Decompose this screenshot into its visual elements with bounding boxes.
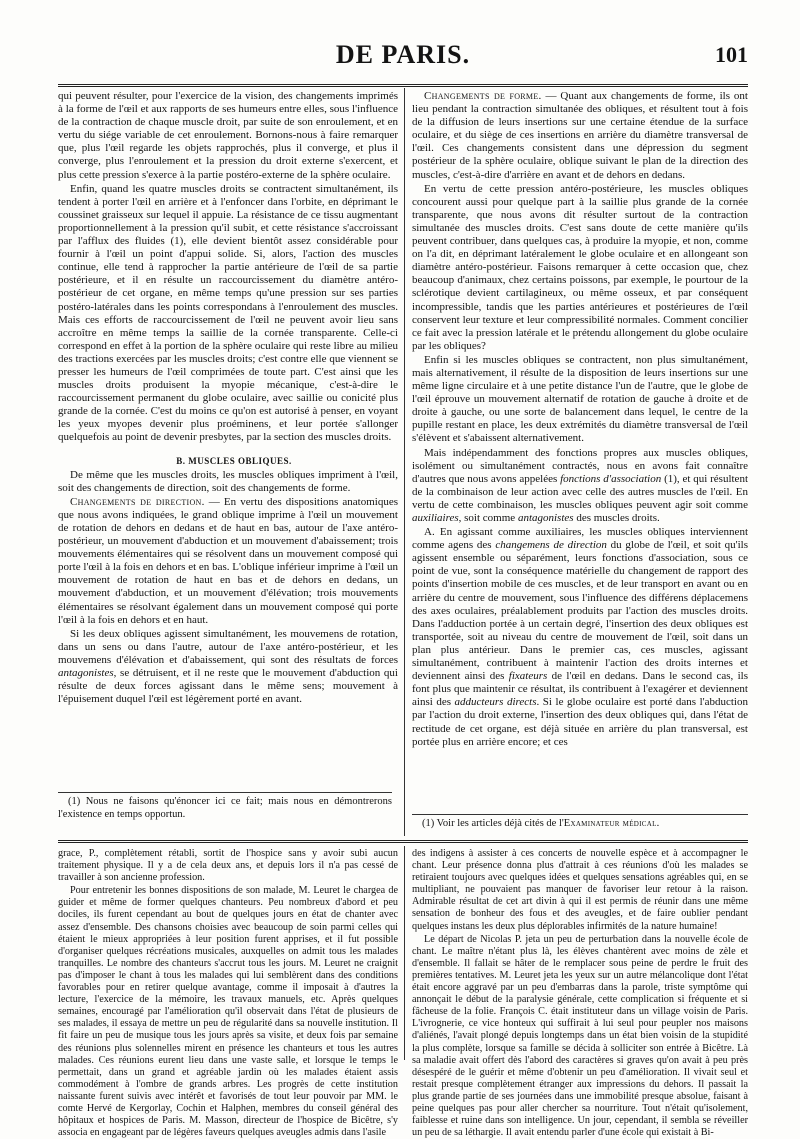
page-number: 101 bbox=[715, 42, 748, 67]
paragraph-text: , se détruisent, et il ne reste que le mouvement d'abduction qui résulte de deux forces agissant dans le même sens; mouvement à l'épuisement duquel l'œil est légèrement porté en avant. bbox=[58, 667, 398, 706]
left-column bbox=[58, 90, 398, 758]
paragraph: Le départ de Nicolas P. jeta un peu de perturbation dans la nouvelle école de chant. Le maître n'étant plus là, les élèves chantèrent avec moins de zèle et d'ensemble. Il fallait se hâter de le remplacer sous peine de perdre le fruit des premières tentatives. M. Leuret jeta les yeux sur un autre mélancolique dont l'état était encore aggravé par un peu d'embarras dans la parole, triste symptôme qui annonçait le début de la paralysie générale, cette complication si fréquente et si fâcheuse de la folie. François C. était instituteur dans un village voisin de Paris. L'ivrognerie, ce vice honteux qui suffirait à lui seul pour peupler nos maisons d'aliénés, l'avait plongé depuis longtemps dans un état bien voisin de la stupidité la plus complète, lorsque sa famille se décida à solliciter son entrée à Bicêtre. Là sa maladie avait offert dès l'abord des caractères si graves qu'on avait à peu près désespéré de le guérir et même d'obtenir un peu d'amélioration. Il vivait seul et restait presque complètement étranger aux impressions du dehors. Il passait la plus grande partie de ses journées dans une immobilité presque absolue, faisant à peine quelques pas pour aller chercher sa nourriture. Tout n'était qu'isolement, faiblesse et ruine dans son intelligence. Un jour, cependant, il sembla se réveiller un peu de sa léthargie. Il avait entendu parler d'une école qui existait à Bi- bbox=[412, 933, 748, 1139]
footnote-rule bbox=[412, 814, 748, 815]
running-title: DE PARIS. bbox=[335, 40, 471, 69]
paragraph-text: . Si le globe oculaire est porté dans l'abduction par l'action du droit externe, l'insertion des deux obliques qui, dans l'état de rectitude de cet organe, est déjà située en arrière du plan transversal, est portée plus en arrière encore; et ces bbox=[412, 696, 748, 748]
paragraph-text: de l'œil en dedans. Dans le second cas, ils font plus que maintenir ce résultat, ils contribuent à l'exagérer et deviennent ainsi des bbox=[412, 670, 748, 709]
paragraph-text: du globe de l'œil, et soit qu'ils agissent ensemble ou séparément, leurs fonctions d'association, sous ce point de vue, sont la conséquence matérielle du changement de rapport des points d'insertion mobile de ces muscles, et de leur transport en avant ou en arrière du centre de mouvement, sous l'influence des différens déplacemens des axes oculaires, préalablement produits par l'action des muscles droits. Dans l'adduction portée à un certain degré, l'insertion des deux obliques est transportée, soit au niveau du centre de mouvement de l'œil, soit dans un plan plus antérieur. Dans le premier cas, ces muscles, agissant simultanément, contribuent à maintenir l'action des droits internes et deviennent ainsi des bbox=[412, 539, 748, 683]
paragraph-text: des muscles droits. bbox=[573, 512, 660, 524]
paragraph-text: Mais indépendamment des fonctions propres aux muscles obliques, isolément ou simultanément contractés, nous en avons fait connaître d'autres que nous avons appelées bbox=[412, 446, 748, 485]
section-heading: B. MUSCLES OBLIQUES. bbox=[176, 455, 292, 466]
emphasis: auxiliaires bbox=[412, 512, 459, 524]
page-header bbox=[58, 40, 748, 80]
footnote-text: (1) Voir les articles déjà cités de l' bbox=[422, 818, 564, 829]
paragraph: qui peuvent résulter, pour l'exercice de la vision, des changements imprimés à la forme de l'œil et aux rapports de ses humeurs entre elles, sous l'influence de la contraction de chaque muscle droit, par suite de son enroulement, et en vertu du siége variable de cet enroulement. Bornons-nous à faire remarquer que, plus l'œil regarde les objets rapprochés, plus il converge, et plus il converge, plus l'enroulement et la pression du droit externe s'exercent, et plus cette pression s'exerce à la partie postéro-externe de la sphère oculaire. bbox=[58, 90, 398, 181]
paragraph-text: A. En agissant comme auxiliaires, les muscles obliques interviennent comme agens des bbox=[412, 526, 748, 552]
bottom-right-column bbox=[412, 848, 748, 1139]
paragraph-text: (1), et qui résultent de la combinaison de leur action avec celle des autres muscles de l'œil. En vertu de cette combinaison, les muscles obliques peuvent agir soit comme bbox=[412, 472, 749, 511]
column-divider bbox=[404, 88, 405, 836]
paragraph bbox=[412, 447, 748, 526]
footnote-text: . bbox=[656, 818, 660, 829]
emphasis: changemens de direction bbox=[495, 539, 607, 552]
paragraph: En vertu de cette pression antéro-postérieure, les muscles obliques concourent aussi pour quelque part à la saillie plus grande de la cornée transparente, que nous avons dit résulter surtout de la contraction simultanée des muscles droits. C'est sans doute de cette manière qu'ils peuvent contribuer, dans quelques cas, à produire la myopie, et non, comme on l'a dit, en déprimant latéralement le globe oculaire et en allongeant son diamètre antéro-postérieur. Faisons remarquer à cette occasion que, chez beaucoup d'animaux, chez certains poissons, par exemple, le pourtour de la sclérotique devient cartilagineux, ou même osseux, et par conséquent incompressible, tandis que les parties antérieures et postérieures de l'œil conservent leur texture et leur compressibilité normales. Comment concilier ce fait avec la pression latérale et le prétendu allongement du globe oculaire par les obliques? bbox=[412, 182, 748, 352]
emphasis: antagonistes bbox=[517, 512, 574, 524]
bottom-left-column bbox=[58, 848, 398, 1139]
emphasis: antagonistes bbox=[58, 667, 114, 680]
column-divider bbox=[404, 846, 405, 1060]
paragraph: Pour entretenir les bonnes dispositions de son malade, M. Leuret le chargea de guider et même de former quelques chanteurs. Peu nombreux d'abord et peu dociles, ils furent cependant au bout de quelques jours en état de chanter avec assez d'ensemble. Des chansons choisies avec beaucoup de soin parmi celles qui étaient le mieux appropriées à leur position furent apprises, et il fut possible d'organiser quelques récréations musicales, auxquelles on admit tous les malades tranquilles. Le nombre des chanteurs s'accrut tous les jours. M. Leuret ne craignit pas d'imposer le chant à tous les malades qui lui semblèrent dans des conditions favorables pour en retirer quelque avantage, comme il imposait à d'autres la lecture, l'exercice de la mémoire, les travaux manuels, etc. Après quelques semaines, encouragé par l'amélioration qu'il observait dans l'état de plusieurs de ses malades, il essaya de mettre un peu de régularité dans sa nouvelle institution. Il fit faire un peu de musique tous les jours après sa visite, et deux fois par semaine des réunions plus solennelles mirent en présence les chanteurs et tous les autres malades. Ces réunions eurent lieu dans une vaste salle, et lorsque le temps le permettait, dans un grand et agréable jardin où les malades étaient assis commodément à l'ombre de grands arbres. Les progrès de cette institution naissante furent suivis avec intérêt et favorisés de tout leur pouvoir par MM. le comte Hervé de Kergorlay, Cochin et Halphen, membres du conseil général des hôpitaux et hospices de Paris. M. Masson, directeur de l'hospice de Bicêtre, s'y associa en engageant par de légères faveurs quelques aveugles admis dans l'asile bbox=[58, 885, 398, 1139]
paragraph bbox=[58, 628, 398, 707]
paragraph-text: — Quant aux changements de forme, ils ont lieu pendant la contraction simultanée des obliques, et résultent tout à fois de la diffusion de leurs insertions sur une certaine étendue de la surface oculaire, et du siège de ces insertions en arrière du diamètre transversal de l'œil. Ces changements consistent dans une dépression du segment postérieur de la sphère oculaire, oblique suivant le plan de la direction des muscles, c'est-à-dire d'arrière en avant et de dehors en dedans. bbox=[412, 90, 748, 181]
right-column bbox=[412, 90, 748, 758]
footnote-right bbox=[412, 818, 748, 831]
paragraph bbox=[58, 496, 398, 627]
footnote-left: (1) Nous ne faisons qu'énoncer ici ce fait; mais nous en démontrerons l'existence en temps opportun. bbox=[58, 796, 392, 820]
paragraph: Enfin, quand les quatre muscles droits se contractent simultanément, ils tendent à porter l'œil en arrière et à l'enfoncer dans l'orbite, en déprimant le coussinet graisseux sur lequel il appuie. La résistance de ce tissu augmentant proportionnellement à la pression qu'il subit, et cette résistance s'accroissant par l'afflux des fluides (1), elle devient bientôt assez considérable pour fournir à l'œil un point d'appui solide. Si, alors, l'action des muscles continue, elle tend à rapprocher la partie antérieure de l'œil de sa partie postérieure, et il en résulte un raccourcissement du diamètre antéro-postérieur de cet organe, en même temps qu'une pression sur ses parties postéro-latérales dans les points correspondans à l'enroulement des muscles. Mais ces efforts de raccourcissement de l'œil ne peuvent avoir lieu sans accroître en même temps la saillie de la cornée transparente. Celle-ci correspond en effet à la portion de la sphère oculaire qui reste libre au milieu des tractions exercées par les muscles droits; c'est contre elle que viennent se presser les humeurs de l'œil comprimées de toute part. C'est ainsi que les muscles droits produisent la myopie mécanique, c'est-à-dire le raccourcissement permanent du globe oculaire, avec saillie ou conicité plus grande de la cornée. C'est du moins ce qu'on est autorisé à penser, en voyant les yeux myopes devenir plus proéminens, et leur portée s'allonger quelquefois au point de devenir presbytes, par la section des muscles droits. bbox=[58, 182, 398, 444]
journal-title: Examinateur médical bbox=[563, 818, 657, 829]
paragraph-text: — En vertu des dispositions anatomiques que nous avons indiquées, le grand oblique imprime à l'œil un mouvement de rotation de dehors en dedans et de haut en bas, autour de l'axe antéro-postérieur, un mouvement d'abduction et un mouvement d'abaissement; trois mouvements élémentaires qui se résolvent dans un mouvement composé qui porte l'œil à la fois en dehors et en bas. L'oblique inférieur imprime à l'œil un mouvement de rotation de haut en bas et de dehors en dedans, un mouvement d'abduction, et un mouvement d'élévation; trois mouvements élémentaires se résolvant également dans un mouvement composé qui porte l'œil à la fois en dehors et en haut. bbox=[58, 495, 398, 626]
footnote-rule bbox=[58, 792, 392, 793]
header-rule bbox=[58, 84, 748, 87]
emphasis: adducteurs directs bbox=[454, 696, 537, 709]
section-separator-rule bbox=[58, 840, 748, 843]
paragraph: des indigens à assister à ces concerts de nouvelle espèce et à accompagner le chant. Leur présence donna plus d'attrait à ces réunions d'où les malades se retiraient toujours avec quelques idées et quelques sensations agréables qui, en se multipliant, ne pouvaient pas manquer de favoriser leur retour à la raison. Admirable résultat de cet art divin à qui il est permis de réunir dans une même sensation de bonheur des fous et des aveugles, et de faire oublier pendant quelques instans les deux plus déplorables infirmités de la nature humaine! bbox=[412, 848, 748, 932]
run-in-heading: Changements de direction. bbox=[70, 495, 205, 508]
paragraph bbox=[412, 526, 748, 749]
emphasis: fixateurs bbox=[508, 670, 548, 683]
paragraph: Enfin si les muscles obliques se contractent, non plus simultanément, mais alternativement, il résulte de la disposition de leurs insertions sur une même ligne circulaire et à une petite distance l'un de l'autre, que le globe de l'œil éprouve un mouvement alternatif de rotation de gauche à droite et de droite à gauche, ou une sorte de balancement dans lequel, le centre de la pupille restant en place, les deux extrémités du diamètre transversal de l'œil s'élèvent et s'abaissent alternativement. bbox=[412, 353, 748, 445]
run-in-heading: Changements de forme. bbox=[424, 90, 542, 102]
paragraph bbox=[412, 90, 748, 182]
paragraph: De même que les muscles droits, les muscles obliques impriment à l'œil, soit des changements de direction, soit des changements de forme. bbox=[58, 468, 398, 494]
paragraph: grace, P., complètement rétabli, sortit de l'hospice sans y avoir subi aucun traitement physique. Il y a de cela deux ans, et depuis lors il n'a pas cessé de travailler à son ancienne profession. bbox=[58, 848, 398, 884]
paragraph-text: Si les deux obliques agissent simultanément, les mouvemens de rotation, dans un sens ou dans l'autre, autour de l'axe antéro-postérieur, et les mouvemens d'élévation et d'abaissement, qui sont des résultats de forces bbox=[58, 627, 398, 666]
emphasis: fonctions d'association bbox=[560, 472, 662, 485]
paragraph-text: , soit comme bbox=[458, 512, 518, 524]
